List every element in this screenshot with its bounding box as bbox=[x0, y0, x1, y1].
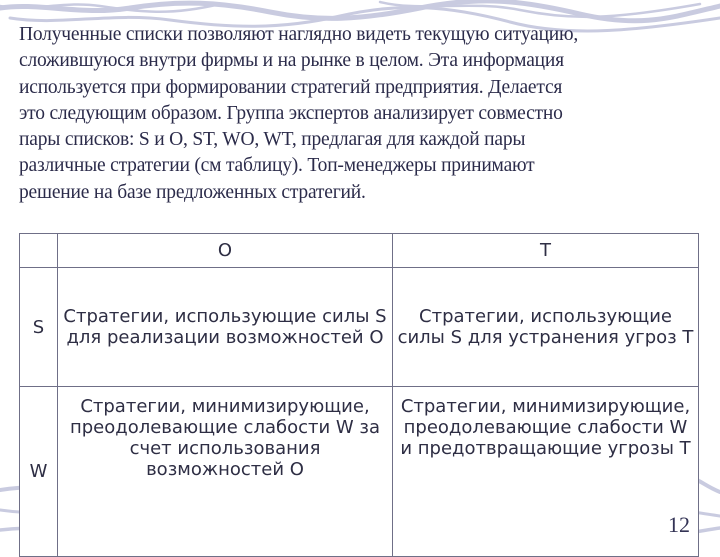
cell-so-text: Стратегии, использующие силы S для реализации возможностей O bbox=[63, 306, 387, 348]
table-row-s bbox=[20, 268, 699, 387]
table-header-row bbox=[20, 234, 699, 268]
intro-line: Полученные списки позволяют наглядно видеть текущую ситуацию, bbox=[19, 24, 579, 45]
cell-wo-text: Стратегии, минимизирующие, преодолевающие слабости W за счет использования возможностей O bbox=[69, 396, 381, 480]
intro-line: различные стратегии (см таблицу). Топ-менеджеры принимают bbox=[19, 155, 535, 177]
row-header-w: W bbox=[20, 387, 58, 557]
cell-wt-text: Стратегии, минимизирующие, преодолевающие слабости W и предотвращающие угрозы T bbox=[400, 396, 691, 459]
cell-so-strategies bbox=[58, 268, 393, 387]
table-corner-cell bbox=[20, 234, 58, 268]
intro-line: это следующим образом. Группа экспертов анализирует совместно bbox=[19, 102, 563, 124]
intro-line: пары списков: S и O, ST, WO, WT, предлагая для каждой пары bbox=[19, 129, 526, 151]
column-header-o: O bbox=[58, 234, 393, 268]
column-header-t: T bbox=[393, 234, 699, 268]
page-number: 12 bbox=[668, 512, 690, 537]
cell-st-text: Стратегии, использующие силы S для устранения угроз T bbox=[397, 306, 694, 348]
intro-line: решение на базе предложенных стратегий. bbox=[19, 181, 366, 203]
intro-line: сложившуюся внутри фирмы и на рынке в целом. Эта информация bbox=[19, 50, 564, 72]
cell-wt-strategies bbox=[393, 387, 699, 557]
swot-strategy-table bbox=[19, 233, 699, 557]
intro-line: используется при формировании стратегий предприятия. Делается bbox=[19, 76, 563, 98]
row-header-s: S bbox=[20, 268, 58, 387]
table-row-w bbox=[20, 387, 699, 557]
cell-wo-strategies bbox=[58, 387, 393, 557]
cell-st-strategies bbox=[393, 268, 699, 387]
intro-paragraph bbox=[19, 22, 709, 206]
